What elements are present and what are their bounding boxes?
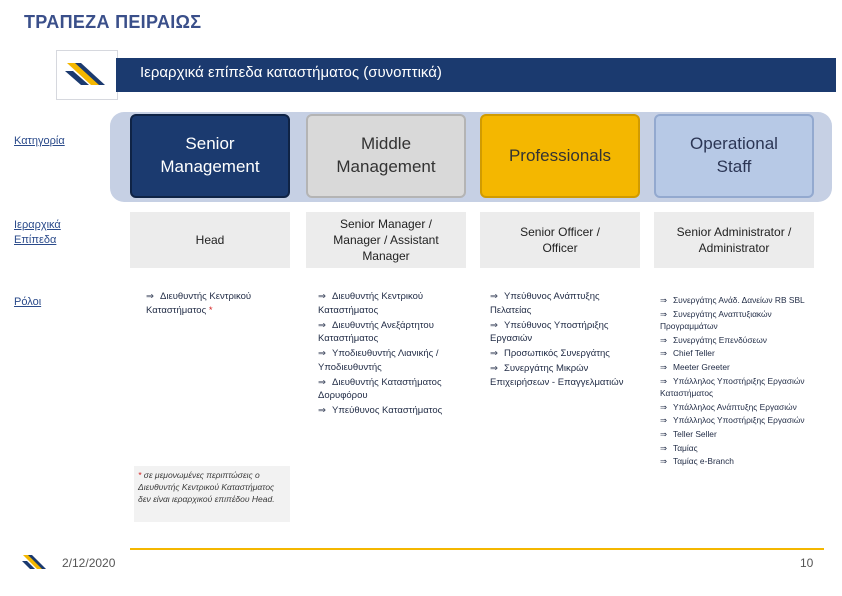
arrow-icon: ⇒: [490, 291, 498, 302]
list-item: ⇒ Ταμίας e-Branch: [660, 456, 734, 467]
list-item: ⇒ Διευθυντής Κεντρικού Καταστήματος *: [146, 291, 252, 316]
page-title: Ιεραρχικά επίπεδα καταστήματος (συνοπτικά): [140, 64, 442, 81]
asterisk-mark: *: [208, 304, 213, 316]
page-number: 10: [800, 556, 814, 570]
row-label-category: Κατηγορία: [14, 135, 65, 147]
roles-middle: [318, 290, 468, 419]
stripes-logo-icon: [65, 59, 109, 89]
arrow-icon: ⇒: [490, 362, 498, 374]
list-item: ⇒ Υπάλληλος Υποστήριξης Εργασιών: [660, 415, 805, 426]
list-item: ⇒ Διευθυντής Κεντρικού Καταστήματος: [318, 291, 424, 316]
list-item: ⇒ Teller Seller: [660, 429, 717, 440]
arrow-icon: ⇒: [318, 376, 326, 388]
arrow-icon: ⇒: [660, 362, 668, 373]
level-label: Senior Administrator / Administrator: [676, 224, 792, 255]
level-label: Senior Officer / Officer: [520, 224, 600, 255]
level-cell-senior: [130, 212, 290, 268]
arrow-icon: ⇒: [490, 348, 498, 360]
list-item: ⇒ Διευθυντής Καταστήματος Δορυφόρου: [318, 376, 442, 402]
bank-logo: [56, 50, 118, 100]
list-item: ⇒ Διευθυντής Ανεξάρτητου Καταστήματος: [318, 319, 434, 345]
arrow-icon: ⇒: [318, 348, 326, 360]
footnote: * σε μεμονωμένες περιπτώσεις ο Διευθυντής Κεντρικού Καταστήματος δεν είναι ιεραρχικού επιπέδου Head.: [138, 470, 275, 504]
list-item: ⇒ Υποδιευθυντής Λιανικής / Υποδιευθυντής: [318, 348, 439, 373]
list-item: ⇒ Προσωπικός Συνεργάτης: [490, 348, 610, 360]
arrow-icon: ⇒: [660, 375, 668, 386]
category-label: Operational Staff: [690, 134, 778, 176]
list-item: ⇒ Υπεύθυνος Ανάπτυξης Πελατείας: [490, 291, 600, 316]
category-card-middle: [306, 114, 466, 198]
arrow-icon: ⇒: [660, 456, 668, 467]
row-label-roles: Ρόλοι: [14, 296, 42, 308]
arrow-icon: ⇒: [660, 401, 668, 412]
arrow-icon: ⇒: [660, 308, 668, 319]
list-item: ⇒ Υπεύθυνος Υποστήριξης Εργασιών: [490, 319, 609, 345]
arrow-icon: ⇒: [660, 334, 668, 345]
arrow-icon: ⇒: [660, 429, 668, 440]
footer-divider: [130, 548, 824, 550]
arrow-icon: ⇒: [318, 405, 326, 417]
roles-operational: [660, 294, 820, 469]
category-card-senior: [130, 114, 290, 198]
arrow-icon: ⇒: [146, 291, 154, 302]
arrow-icon: ⇒: [660, 415, 668, 426]
list-item: ⇒ Συνεργάτης Μικρών Επιχειρήσεων - Επαγγελματιών: [490, 362, 624, 388]
arrow-icon: ⇒: [660, 442, 668, 453]
list-item: ⇒ Ταμίας: [660, 442, 698, 453]
list-item: ⇒ Συνεργάτης Επενδύσεων: [660, 334, 767, 345]
arrow-icon: ⇒: [660, 295, 668, 305]
category-label: Senior Management: [160, 134, 260, 176]
category-label: Middle Management: [336, 134, 436, 176]
list-item: ⇒ Υπεύθυνος Καταστήματος: [318, 405, 443, 417]
list-item: ⇒ Chief Teller: [660, 348, 715, 359]
roles-professionals: [490, 290, 640, 390]
list-item: ⇒ Meeter Greeter: [660, 362, 730, 373]
arrow-icon: ⇒: [318, 291, 326, 302]
level-cell-professionals: [480, 212, 640, 268]
level-cell-middle: [306, 212, 466, 268]
brand-wordmark: ΤΡΑΠΕΖΑ ΠΕΙΡΑΙΩΣ: [24, 12, 202, 32]
level-cell-operational: [654, 212, 814, 268]
list-item: ⇒ Συνεργάτης Αναπτυξιακών Προγραμμάτων: [660, 308, 772, 332]
list-item: ⇒ Υπάλληλος Υποστήριξης Εργασιών Καταστήματος: [660, 375, 805, 399]
level-label: Head: [195, 232, 225, 247]
footer-logo-icon: [22, 552, 48, 572]
arrow-icon: ⇒: [490, 319, 498, 331]
category-label: Professionals: [508, 145, 612, 165]
footer-date: 2/12/2020: [62, 556, 116, 570]
row-label-levels: Ιεραρχικά Επίπεδα: [14, 219, 61, 247]
list-item: ⇒ Συνεργάτης Ανάδ. Δανείων RB SBL: [660, 295, 805, 305]
roles-senior: [146, 290, 294, 319]
list-item: ⇒ Υπάλληλος Ανάπτυξης Εργασιών: [660, 401, 797, 412]
category-card-professionals: [480, 114, 640, 198]
category-card-operational: [654, 114, 814, 198]
arrow-icon: ⇒: [660, 348, 668, 359]
level-label: Senior Manager / Manager / Assistant Manager: [333, 216, 439, 264]
arrow-icon: ⇒: [318, 319, 326, 331]
